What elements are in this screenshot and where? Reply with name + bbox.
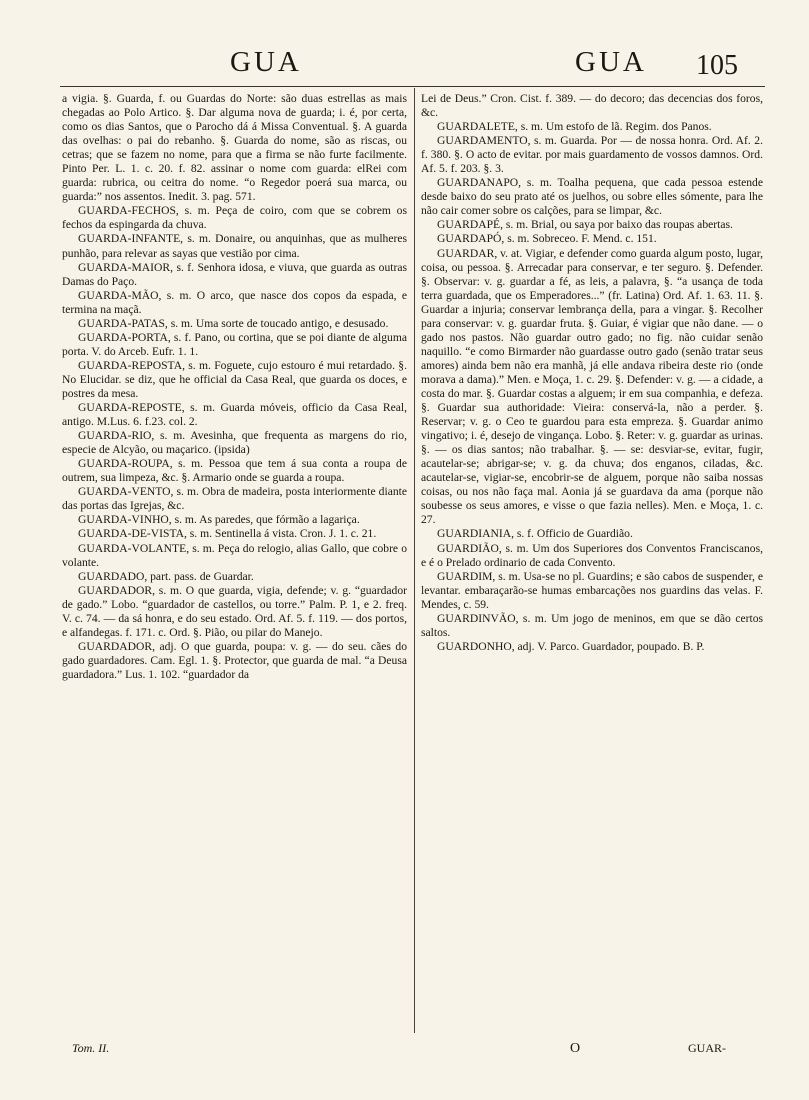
- left-column: [62, 92, 407, 682]
- dictionary-entry: GUARDA-RIO, s. m. Avesinha, que frequenta as margens do rio, especie de Alcyão, ou maçarico. (ipsida): [62, 429, 407, 457]
- dictionary-entry: GUARDADOR, s. m. O que guarda, vigia, defende; v. g. “guardador de gado.” Lobo. “guardador de castellos, ou torre.” Palm. P. 1, e 2. freq. V. c. 74. — da sá honra, e do seu estado. Ord. Af. 5. f. 119. — dos portos, e alfandegas. f. 171. c. Ord. §. Pião, ou pilar do Manejo.: [62, 583, 407, 639]
- right-column: [421, 92, 763, 654]
- dictionary-entry: GUARDAPÉ, s. m. Brial, ou saya por baixo das roupas abertas.: [437, 218, 733, 232]
- dictionary-entry: GUARDA-MÃO, s. m. O arco, que nasce dos copos da espada, e termina na maçã.: [62, 288, 407, 316]
- dictionary-entry: GUARDA-VENTO, s. m. Obra de madeira, posta interiormente diante das portas das Igrejas, &c.: [62, 485, 407, 513]
- dictionary-entry: GUARDONHO, adj. V. Parco. Guardador, poupado. B. P.: [437, 639, 705, 653]
- volume-signature: Tom. II.: [72, 1041, 110, 1055]
- dictionary-entry: GUARDIÃO, s. m. Um dos Superiores dos Conventos Franciscanos, e é o Prelado ordinario de cada Convento.: [421, 541, 763, 569]
- dictionary-entry: GUARDA-REPOSTA, s. m. Foguete, cujo estouro é mui retardado. §. No Elucidar. se diz, que he official da Casa Real, que guarda os doces, e postres da mesa.: [62, 358, 407, 400]
- dictionary-entry: GUARDA-DE-VISTA, s. m. Sentinella á vista. Cron. J. 1. c. 21.: [78, 527, 377, 541]
- signature-mark: O: [570, 1041, 581, 1056]
- dictionary-entry: GUARDANAPO, s. m. Toalha pequena, que cada pessoa estende desde baixo do seu prato até os juelhos, ou sobre elles sómente, para lhe não cair comer sobre os calções, para se limpar, &c.: [421, 176, 763, 218]
- dictionary-entry: GUARDA-REPOSTE, s. m. Guarda móveis, officio da Casa Real, antigo. M.Lus. 6. f.23. col. 2.: [62, 401, 407, 429]
- dictionary-entry: GUARDA-INFANTE, s. m. Donaire, ou anquinhas, que as mulheres punhão, para relevar as sayas que vestião por cima.: [62, 232, 407, 260]
- dictionary-entry: a vigia. §. Guarda, f. ou Guardas do Norte: são duas estrellas as mais chegadas ao Polo Artico. §. Dar alguma nova de guarda; i. é, por certa, como os dias Santos, que o Parocho dá á Missa Conventual. §. A guarda das ovelhas: o pai do rebanho. §. Guarda do nome, são as riscas, ou cetras; que se fazem no nome, para que a firma se não furte facilmente. Pinto Per. L. 1. c. 20. f. 82. assinar o nome com guarda: elRei com guarda: rubrica, ou ceitra do nome. “o Regedor poerá sua marca, ou guarda:” nos assentos. Inedit. 3. pag. 571.: [62, 92, 407, 204]
- dictionary-entry: GUARDAR, v. at. Vigiar, e defender como guarda algum posto, lugar, coisa, ou pessoa. §. Arrecadar para conservar, e ter seguro. §. Defender. §. Observar: v. g. guardar a fé, as leis, a palavra, §. “a usança de toda terra guardada, que os Emperadores...” (fr. Latina) Ord. Af. 1. 63. 11. §. Guardar a injuria; conservar lembrança della, para a vingar. §. Recolher para conservar: v. g. guardar fruta. §. Guiar, é vigiar que não dane. — o gado nos pastos. Não guardar outro gado; no fig. não cuidar senão naquillo. “e como Birmarder não guardasse outro gado (senão tratar seus amores) ainda bem não era manhã, já elle andava ribeira deste rio (onde morava a dama).” Men. e Moça, 1. c. 29. §. Defender: v. g. — a cidade, a costa do mar. §. Guardar costas a alguem; ir em sua companhia, e defeza. §. Guardar sua authoridade: Vieira: conservá-la, não a perder. §. Reservar; v. g. o Ceo te guardou para esta empreza. §. Guardar animo vingativo; i. é, desejo de vingança. Lobo. §. Reter: v. g. guardar as urinas. §. — os dias santos; não trabalhar. §. — se: desviar-se, evitar, fugir, acautelar-se; abrigar-se; v. g. da chuva; dos enganos, ciladas, &c. acautelar-se, vigiar-se, encobrir-se de alguem, porque não saiba nossas coisas, ou nos não faça mal. Aonia já se guardava da ama (porque não soubesse os seus amores, e visse o que fazia nelles). Men. e Moça, 1. c. 27.: [421, 246, 763, 527]
- column-divider: [414, 88, 415, 1033]
- dictionary-entry: GUARDAPÓ, s. m. Sobreceo. F. Mend. c. 151.: [437, 232, 657, 246]
- dictionary-entry: GUARDAMENTO, s. m. Guarda. Por — de nossa honra. Ord. Af. 2. f. 380. §. O acto de evitar. por mais guardamento de vossos damnos. Ord. Af. 5. f. 203. §. 3.: [421, 134, 763, 176]
- dictionary-entry: GUARDA-ROUPA, s. m. Pessoa que tem á sua conta a roupa de outrem, sua limpeza, &c. §. Armario onde se guarda a roupa.: [62, 457, 407, 485]
- page-number: 105: [696, 50, 738, 81]
- header-rule: [60, 86, 765, 87]
- running-header-right: GUA: [575, 46, 647, 78]
- dictionary-entry: GUARDA-VINHO, s. m. As paredes, que fórmão a lagariça.: [78, 513, 360, 527]
- running-header-left: GUA: [230, 46, 302, 78]
- dictionary-entry: GUARDIANIA, s. f. Officio de Guardião.: [437, 527, 633, 541]
- dictionary-entry: GUARDA-VOLANTE, s. m. Peça do relogio, alias Gallo, que cobre o volante.: [62, 541, 407, 569]
- dictionary-entry: GUARDA-MAIOR, s. f. Senhora idosa, e viuva, que guarda as outras Damas do Paço.: [62, 260, 407, 288]
- dictionary-entry: GUARDIM, s. m. Usa-se no pl. Guardins; e são cabos de suspender, e levantar. embaraçarão-se humas embarcações nos guardins das velas. F. Mendes, c. 59.: [421, 569, 763, 611]
- dictionary-entry: GUARDADO, part. pass. de Guardar.: [78, 569, 254, 583]
- dictionary-entry: GUARDA-PORTA, s. f. Pano, ou cortina, que se poi diante de alguma porta. V. do Arceb. Eufr. 1. 1.: [62, 330, 407, 358]
- dictionary-entry: Lei de Deus.” Cron. Cist. f. 389. — do decoro; das decencias dos foros, &c.: [421, 92, 763, 120]
- dictionary-entry: GUARDA-PATAS, s. m. Uma sorte de toucado antigo, e desusado.: [78, 316, 389, 330]
- dictionary-entry: GUARDALETE, s. m. Um estofo de lã. Regim. dos Panos.: [437, 120, 712, 134]
- dictionary-entry: GUARDA-FECHOS, s. m. Peça de coiro, com que se cobrem os fechos da espingarda da chuva.: [62, 204, 407, 232]
- dictionary-entry: GUARDADOR, adj. O que guarda, poupa: v. g. — do seu. cães do gado guardadores. Cam. Egl. 1. §. Protector, que guarda de mal. “a Deusa guardadora.” Lus. 1. 102. “guardador da: [62, 639, 407, 681]
- dictionary-entry: GUARDINVÃO, s. m. Um jogo de meninos, em que se dão certos saltos.: [421, 611, 763, 639]
- catchword: GUAR-: [688, 1041, 726, 1055]
